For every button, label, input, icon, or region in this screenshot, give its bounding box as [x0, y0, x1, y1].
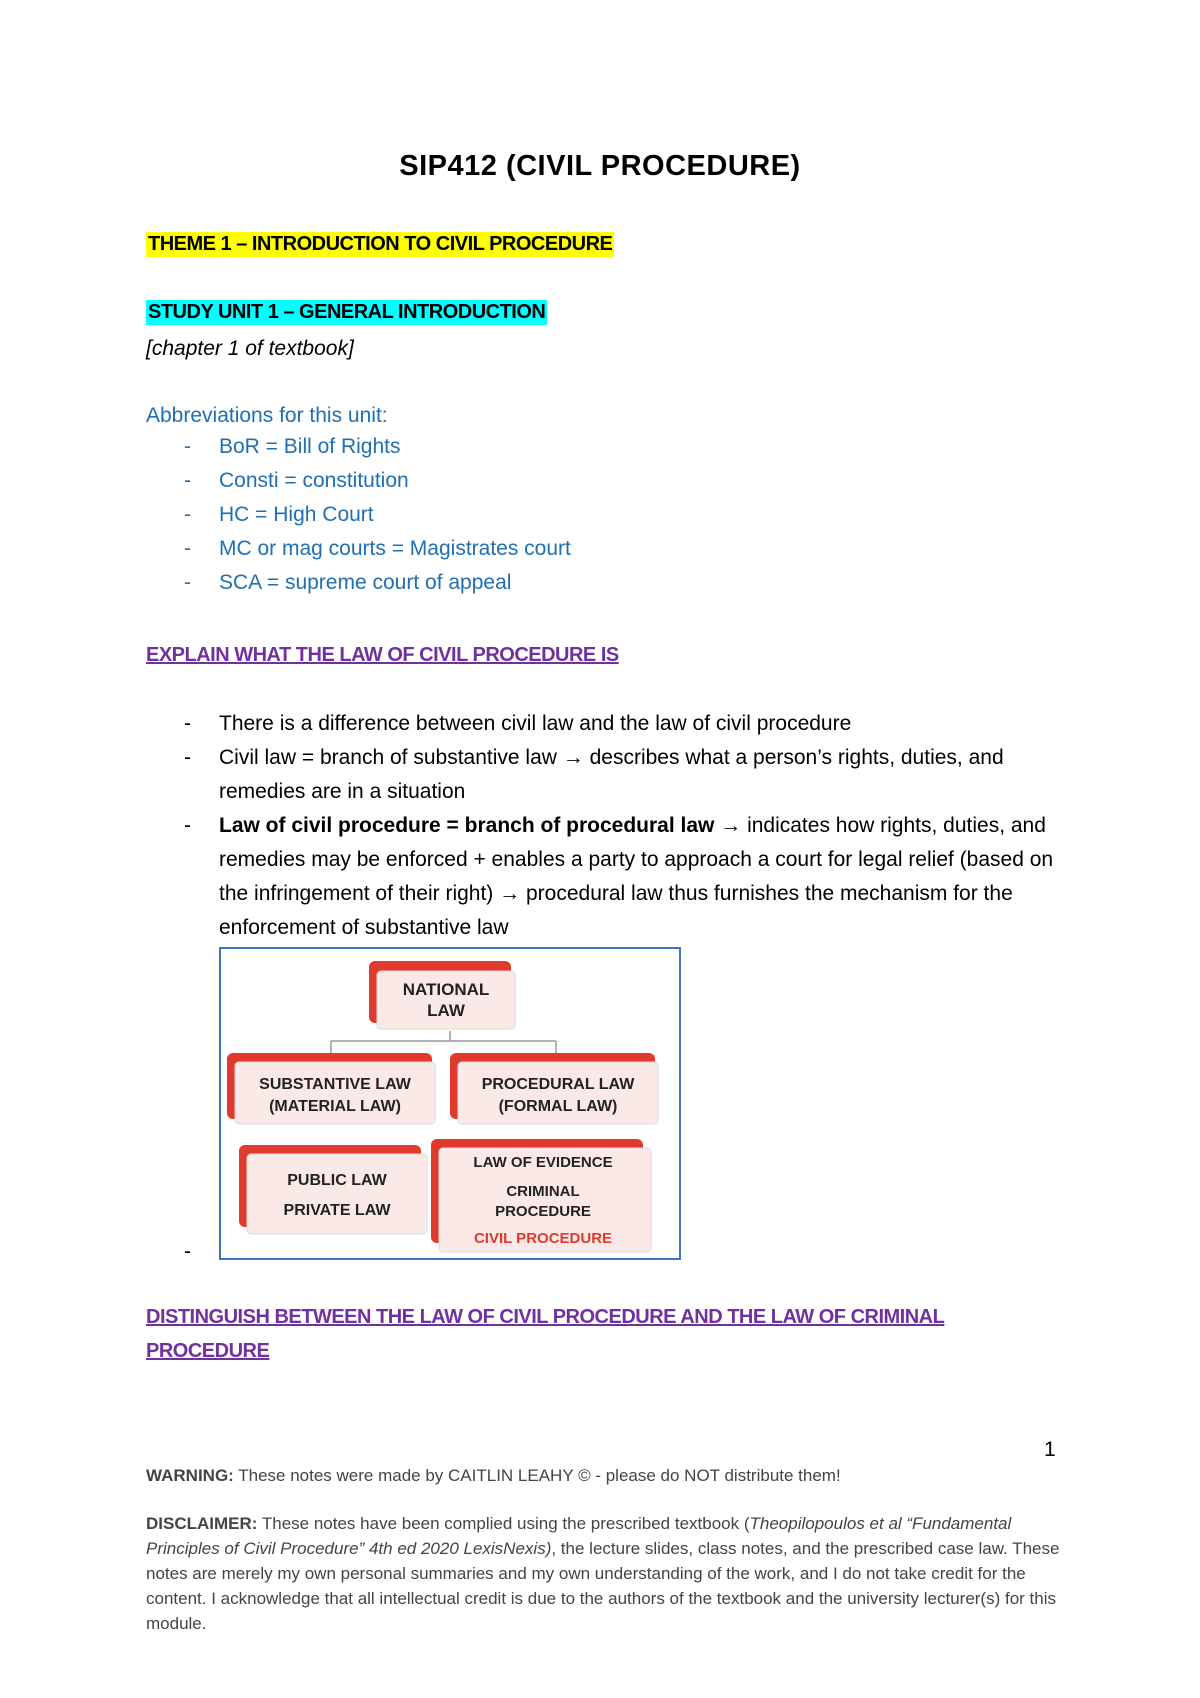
section-heading-explain: EXPLAIN WHAT THE LAW OF CIVIL PROCEDURE IS	[146, 644, 619, 666]
node-substantive-line2: (MATERIAL LAW)	[269, 1098, 401, 1115]
node-national-law	[369, 961, 515, 1029]
node-criminal-line2: PROCEDURE	[495, 1203, 591, 1220]
footer-warning: WARNING: These notes were made by CAITLIN LEAHY © - please do NOT distribute them!	[146, 1466, 841, 1485]
page-title: SIP412 (CIVIL PROCEDURE)	[399, 150, 801, 182]
node-procedural-line1: PROCEDURAL LAW	[481, 1076, 635, 1093]
explain-list	[146, 707, 1076, 945]
node-law-of-evidence: LAW OF EVIDENCE	[473, 1154, 613, 1171]
abbreviations-heading: Abbreviations for this unit:	[146, 404, 388, 427]
node-private-law: PRIVATE LAW	[283, 1202, 391, 1219]
page-number: 1	[1044, 1438, 1056, 1461]
law-hierarchy-svg	[221, 949, 679, 1258]
bold-definition: Law of civil procedure = branch of procedural law	[219, 814, 715, 837]
chapter-note: [chapter 1 of textbook]	[146, 337, 354, 360]
bullet-dash: -	[184, 435, 191, 458]
list-item: - HC = High Court	[146, 498, 571, 532]
arrow-right-icon: →	[720, 814, 742, 837]
bullet-dash: -	[184, 537, 191, 560]
node-public-private-law	[239, 1145, 427, 1234]
list-item: - SCA = supreme court of appeal	[146, 566, 571, 600]
node-public-law: PUBLIC LAW	[287, 1172, 387, 1189]
node-national-line1: NATIONAL	[402, 980, 490, 999]
node-criminal-line1: CRIMINAL	[506, 1183, 580, 1200]
list-item: - BoR = Bill of Rights	[146, 430, 571, 464]
footer-disclaimer: DISCLAIMER: These notes have been complied using the prescribed textbook (Theopilopoulos et al “Fundamental Principles of Civil Procedure” 4th ed 2020 LexisNexis), the lecture slides, class notes, and the prescribed case law. These notes are merely my own personal summaries and my own understanding of the work, and I do not take credit for the content. I acknowledge that all intellectual credit is due to the authors of the textbook and the university lecturer(s) for this module.	[146, 1514, 1060, 1633]
bullet-dash: -	[184, 469, 191, 492]
list-item: - Civil law = branch of substantive law → describes what a person’s rights, duties, and remedies are in a situation	[184, 746, 1004, 803]
list-item: - MC or mag courts = Magistrates court	[146, 532, 571, 566]
node-procedural-line2: (FORMAL LAW)	[498, 1098, 618, 1115]
arrow-right-icon: →	[499, 882, 521, 905]
theme-heading: THEME 1 – INTRODUCTION TO CIVIL PROCEDURE	[148, 233, 613, 255]
list-item: - Law of civil procedure = branch of procedural law → indicates how rights, duties, and remedies may be enforced + enables a party to approach a court for legal relief (based on the infringement of their right) → procedural law thus furnishes the mechanism for the enforcement of substantive law	[184, 814, 1054, 939]
bullet-dash: -	[184, 503, 191, 526]
bullet-dash: -	[184, 571, 191, 594]
node-substantive-law	[227, 1053, 435, 1124]
list-item: - There is a difference between civil law and the law of civil procedure	[184, 712, 852, 735]
bullet-dash: -	[184, 1240, 191, 1263]
node-substantive-line1: SUBSTANTIVE LAW	[259, 1076, 411, 1093]
node-procedural-branches	[431, 1139, 651, 1252]
section-heading-distinguish: DISTINGUISH BETWEEN THE LAW OF CIVIL PROCEDURE AND THE LAW OF CRIMINAL PROCEDURE	[146, 1306, 945, 1362]
list-item: - Consti = constitution	[146, 464, 571, 498]
study-unit-heading: STUDY UNIT 1 – GENERAL INTRODUCTION	[148, 301, 546, 323]
node-procedural-law	[450, 1053, 658, 1124]
node-civil-procedure: CIVIL PROCEDURE	[473, 1230, 613, 1247]
abbreviations-list	[146, 430, 571, 600]
node-national-line2: LAW	[427, 1001, 465, 1020]
arrow-right-icon: →	[562, 746, 584, 769]
law-hierarchy-diagram	[219, 947, 681, 1260]
